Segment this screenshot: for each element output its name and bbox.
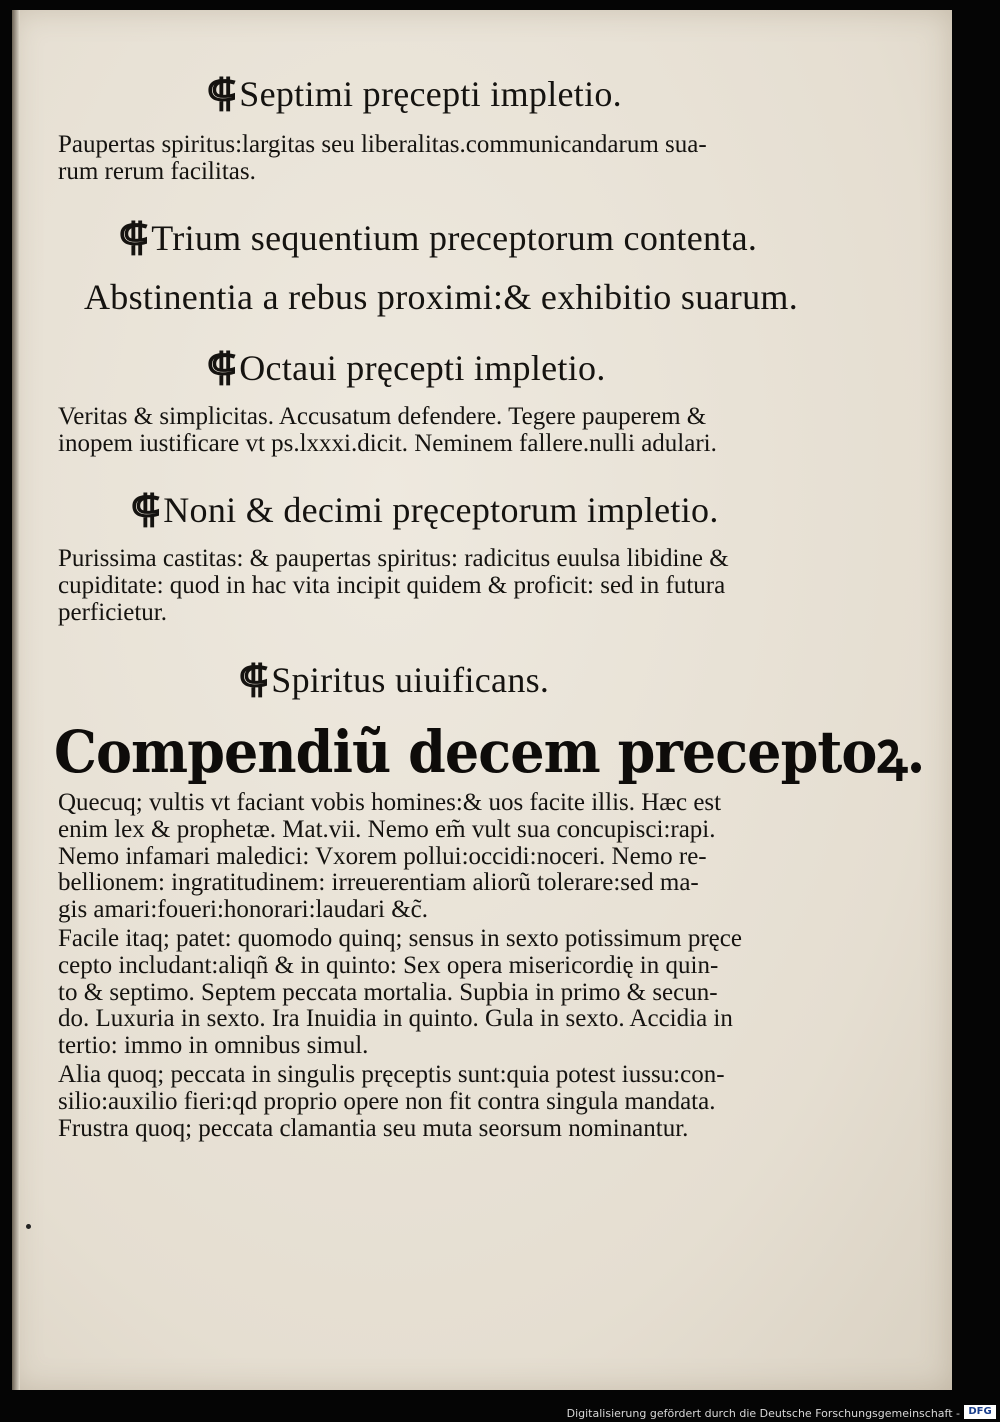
paragraph-4: Quecuq; vultis vt faciant vobis homines:& uos facite illis. Hæc est enim lex & prophetæ. Mat.vii. Nemo em̃ vult sua concupisci:rapi. Nemo infamari maledici: Vxorem pollui:occidi:noceri. Nemo re- bellionem: ingratitudinem: irreuerentiam aliorũ tolerare:sed ma- gis amari:foueri:honorari:laudari &c̃. bbox=[58, 789, 722, 923]
pilcrow-icon: ⸿ bbox=[130, 489, 161, 531]
book-page bbox=[12, 10, 952, 1390]
pilcrow-icon: ⸿ bbox=[206, 73, 237, 115]
page-gutter bbox=[12, 10, 20, 1390]
page-title: Compendiũ decem preceptoꝝ. bbox=[54, 718, 925, 786]
heading-trium: ⸿Trium sequentium preceptorum contenta. bbox=[120, 210, 757, 262]
heading-noni: ⸿Noni & decimi pręceptorum impletio. bbox=[132, 482, 719, 534]
heading-spiritus: ⸿Spiritus uiuificans. bbox=[240, 652, 549, 704]
paragraph-1: Paupertas spiritus:largitas seu liberalitas.communicandarum sua- rum rerum facilitas. bbox=[58, 131, 707, 185]
paragraph-2: Veritas & simplicitas. Accusatum defendere. Tegere pauperem & inopem iustificare vt ps.lxxxi.dicit. Neminem fallere.nulli adulari. bbox=[58, 403, 717, 457]
heading-octaui: ⸿Octaui pręcepti impletio. bbox=[208, 340, 606, 392]
paragraph-6: Alia quoq; peccata in singulis pręceptis sunt:quia potest iussu:con- silio:auxilio fieri:qd proprio opere non fit contra singula mandata. Frustra quoq; peccata clamantia seu muta seorsum nominantur. bbox=[58, 1061, 725, 1142]
footer-credit: Digitalisierung gefördert durch die Deutsche Forschungsgemeinschaft - bbox=[566, 1407, 960, 1420]
pilcrow-icon: ⸿ bbox=[118, 217, 149, 259]
pilcrow-icon: ⸿ bbox=[238, 659, 269, 701]
pilcrow-icon: ⸿ bbox=[206, 347, 237, 389]
paragraph-3: Purissima castitas: & paupertas spiritus: radicitus euulsa libidine & cupiditate: quod in hac vita incipit quidem & proficit: sed in futura perficietur. bbox=[58, 545, 729, 626]
page-mark bbox=[26, 1224, 31, 1229]
dfg-logo: DFG bbox=[964, 1405, 996, 1419]
heading-septimi: ⸿Septimi pręcepti impletio. bbox=[208, 66, 622, 118]
heading-abstinentia: Abstinentia a rebus proximi:& exhibitio suarum. bbox=[84, 277, 798, 317]
paragraph-5: Facile itaq; patet: quomodo quinq; sensus in sexto potissimum pręce cepto includant:aliqñ & in quinto: Sex opera misericordię in quin- to & septimo. Septem peccata mortalia. Supbia in primo & secun- do. Luxuria in sexto. Ira Inuidia in quinto. Gula in sexto. Accidia in tertio: immo in omnibus simul. bbox=[58, 925, 742, 1059]
